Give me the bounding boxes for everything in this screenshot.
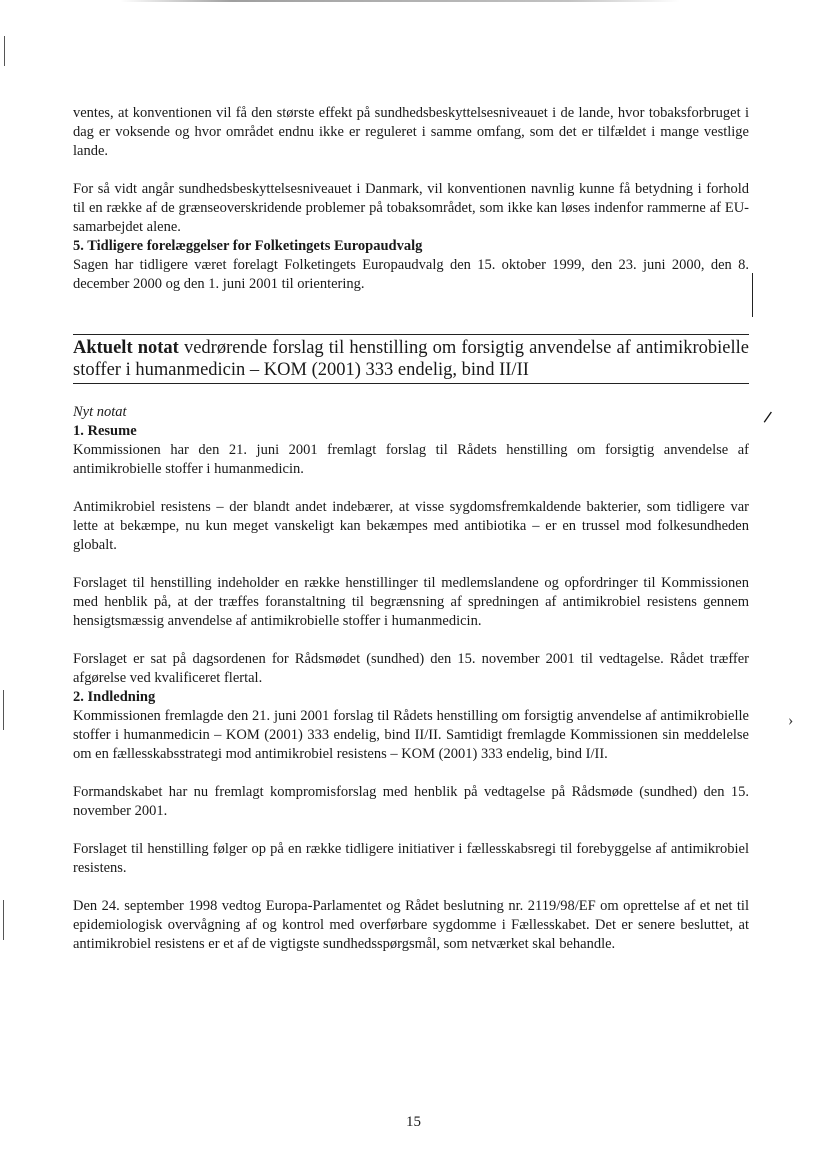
section-heading: 5. Tidligere forelæggelser for Folketingets Europaudvalg: [73, 238, 423, 254]
section-heading: 1. Resume: [73, 423, 137, 439]
section-heading: 2. Indledning: [73, 689, 156, 705]
margin-mark: ⸝: [757, 396, 776, 427]
notat-title: [73, 337, 749, 381]
notat-title-bold: Aktuelt notat: [73, 338, 179, 358]
paragraph: Sagen har tidligere været forelagt Folketingets Europaudvalg den 15. oktober 1999, den 23. juni 2000, den 8. december 2000 og den 1. juni 2001 til orientering.: [73, 257, 749, 292]
paragraph: ventes, at konventionen vil få den største effekt på sundhedsbeskyttelsesniveauet i de lande, hvor tobaksforbruget i dag er voksende og hvor området endnu ikke er reguleret i samme omfang, som det er tilfældet i mange vestlige lande.: [73, 105, 749, 159]
title-rule-bottom: [73, 383, 749, 384]
margin-change-bar: [752, 273, 753, 317]
paragraph: For så vidt angår sundhedsbeskyttelsesniveauet i Danmark, vil konventionen navnlig kunne få betydning i forhold til en række af de grænseoverskridende problemer på tobaksområdet, som ikke kan løses indenfor rammerne af EU-samarbejdet alene.: [73, 181, 749, 235]
paragraph: Forslaget er sat på dagsordenen for Rådsmødet (sundhed) den 15. november 2001 til vedtagelse. Rådet træffer afgørelse ved kvalificeret flertal.: [73, 651, 749, 686]
margin-mark: ›: [788, 712, 794, 729]
notat-title-block: [73, 334, 749, 384]
paragraph: Forslaget til henstilling følger op på en række tidligere initiativer i fællesskabsregi til forebyggelse af antimikrobiel resistens.: [73, 841, 749, 876]
scan-edge-mark: [3, 900, 4, 940]
page-number: 15: [406, 1114, 421, 1130]
page-content: [73, 104, 749, 954]
title-rule-top: [73, 334, 749, 335]
notat-subtitle: Nyt notat: [73, 404, 127, 420]
paragraph: Kommissionen fremlagde den 21. juni 2001 forslag til Rådets henstilling om forsigtig anvendelse af antimikrobielle stoffer i humanmedicin – KOM (2001) 333 endelig, bind II/II. Samtidigt fremlagde Kommissionen sin meddelelse om en fællesskabsstrategi mod antimikrobiel resistens – KOM (2001) 333 endelig, bind I/II.: [73, 708, 749, 762]
paragraph: Kommissionen har den 21. juni 2001 fremlagt forslag til Rådets henstilling om forsigtig anvendelse af antimikrobielle stoffer i humanmedicin.: [73, 442, 749, 477]
scan-edge-top: [120, 0, 680, 2]
paragraph: Forslaget til henstilling indeholder en række henstillinger til medlemslandene og opfordringer til Kommissionen med henblik på, at der træffes foranstaltning til begrænsning af spredningen af antimikrobiel resistens gennem hensigtsmæssig anvendelse af antimikrobielle stoffer i humanmedicin.: [73, 575, 749, 629]
paragraph: Antimikrobiel resistens – der blandt andet indebærer, at visse sygdomsfremkaldende bakterier, som tidligere var lette at bekæmpe, nu kun meget vanskeligt kan bekæmpes med antibiotika – er en trussel mod folkesundheden globalt.: [73, 499, 749, 553]
scan-edge-mark: [3, 690, 4, 730]
paragraph: Formandskabet har nu fremlagt kompromisforslag med henblik på vedtagelse på Rådsmøde (sundhed) den 15. november 2001.: [73, 784, 749, 819]
paragraph: Den 24. september 1998 vedtog Europa-Parlamentet og Rådet beslutning nr. 2119/98/EF om oprettelse af et net til epidemiologisk overvågning af og kontrol med overførbare sygdomme i Fællesskabet. Det er senere besluttet, at antimikrobiel resistens er et af de vigtigste sundhedsspørgsmål, som netværket skal behandle.: [73, 898, 749, 952]
notat-title-rest: vedrørende forslag til henstilling om forsigtig anvendelse af antimikrobielle stoffer i humanmedicin – KOM (2001) 333 endelig, bind II/II: [73, 338, 749, 380]
scan-edge-mark: [4, 36, 5, 66]
